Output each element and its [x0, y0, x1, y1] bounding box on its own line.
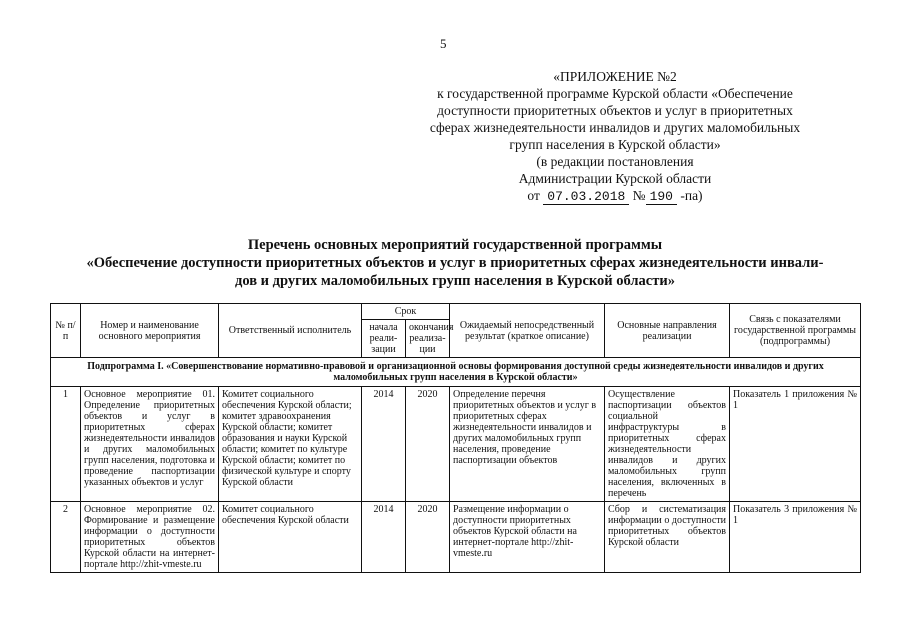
row-executor: Комитет социального обеспечения Курской области; комитет здравоохранения Курской области; комитет образования и науки Курской области; комитет по культуре Курской области; комитет по физической культуре и спорту Курской области [219, 387, 362, 502]
row-end: 2020 [406, 387, 450, 502]
header-end: окончания реализа-ции [406, 320, 450, 358]
header-executor: Ответственный исполнитель [219, 304, 362, 358]
row-link: Показатель 3 приложения № 1 [730, 502, 861, 573]
row-num: 2 [51, 502, 81, 573]
row-link: Показатель 1 приложения № 1 [730, 387, 861, 502]
table-header-row [51, 304, 861, 320]
appendix-line-7: Администрации Курской области [518, 171, 712, 186]
appendix-line-5: групп населения в Курской области» [509, 137, 721, 152]
number-prefix: № [632, 188, 646, 203]
row-directions: Сбор и систематизация информации о доступности приоритетных объектов Курской области [605, 502, 730, 573]
row-result: Размещение информации о доступности приоритетных объектов Курской области на интернет-портале http://zhit-vmeste.ru [450, 502, 605, 573]
row-end: 2020 [406, 502, 450, 573]
header-name: Номер и наименование основного мероприятия [81, 304, 219, 358]
table-row [51, 502, 861, 573]
row-directions: Осуществление паспортизации объектов социальной инфраструктуры в приоритетных сферах жизнедеятельности инвалидов и других маломобильных групп населения, включенных в перечень [605, 387, 730, 502]
page-number: 5 [440, 36, 447, 51]
row-executor: Комитет социального обеспечения Курской области [219, 502, 362, 573]
row-start: 2014 [362, 387, 406, 502]
row-name: Основное мероприятие 02. Формирование и размещение информации о доступности приоритетных объектов Курской области на интернет-портале http://zhit-vmeste.ru [81, 502, 219, 573]
table-row [51, 387, 861, 502]
resolution-date: 07.03.2018 [543, 189, 629, 205]
appendix-line-6: (в редакции постановления [536, 154, 694, 169]
appendix-line-2: к государственной программе Курской области «Обеспечение [437, 86, 793, 101]
resolution-number: 190 [646, 189, 677, 205]
appendix-header [405, 68, 825, 205]
activities-table [50, 303, 861, 573]
row-name: Основное мероприятие 01. Определение приоритетных объектов и услуг в приоритетных сферах жизнедеятельности инвалидов и других маломобильных групп населения, подготовка и проведение паспортизации указанных объектов и услуг [81, 387, 219, 502]
header-link: Связь с показателями государственной программы (подпрограммы) [730, 304, 861, 358]
header-start: начала реали-зации [362, 320, 406, 358]
row-start: 2014 [362, 502, 406, 573]
title-line-1: Перечень основных мероприятий государственной программы [247, 237, 663, 253]
appendix-line-4: сферах жизнедеятельности инвалидов и других маломобильных [429, 120, 801, 135]
appendix-line-3: доступности приоритетных объектов и услуг в приоритетных [437, 103, 793, 118]
appendix-line-1: «ПРИЛОЖЕНИЕ №2 [553, 69, 677, 84]
title-line-2: «Обеспечение доступности приоритетных объектов и услуг в приоритетных сферах жизнедеятельности инвали- [86, 255, 824, 271]
appendix-date-line [405, 187, 825, 205]
header-result: Ожидаемый непосредственный результат (краткое описание) [450, 304, 605, 358]
header-directions: Основные направления реализации [605, 304, 730, 358]
from-prefix: от [527, 188, 540, 203]
subprogram-title: Подпрограмма I. «Совершенствование нормативно-правовой и организационной основы формирования доступной среды жизнедеятельности инвалидов и других маломобильных групп населения в Курской области» [51, 358, 861, 387]
header-term: Срок [362, 304, 450, 320]
subprogram-row [51, 358, 861, 387]
number-suffix: -па) [680, 188, 703, 203]
header-num: № п/п [51, 304, 81, 358]
row-num: 1 [51, 387, 81, 502]
document-title [40, 236, 870, 290]
title-line-3: дов и других маломобильных групп населения в Курской области» [235, 273, 675, 289]
row-result: Определение перечня приоритетных объектов и услуг в приоритетных сферах жизнедеятельности инвалидов и других маломобильных групп населения, проведение паспортизации объектов [450, 387, 605, 502]
